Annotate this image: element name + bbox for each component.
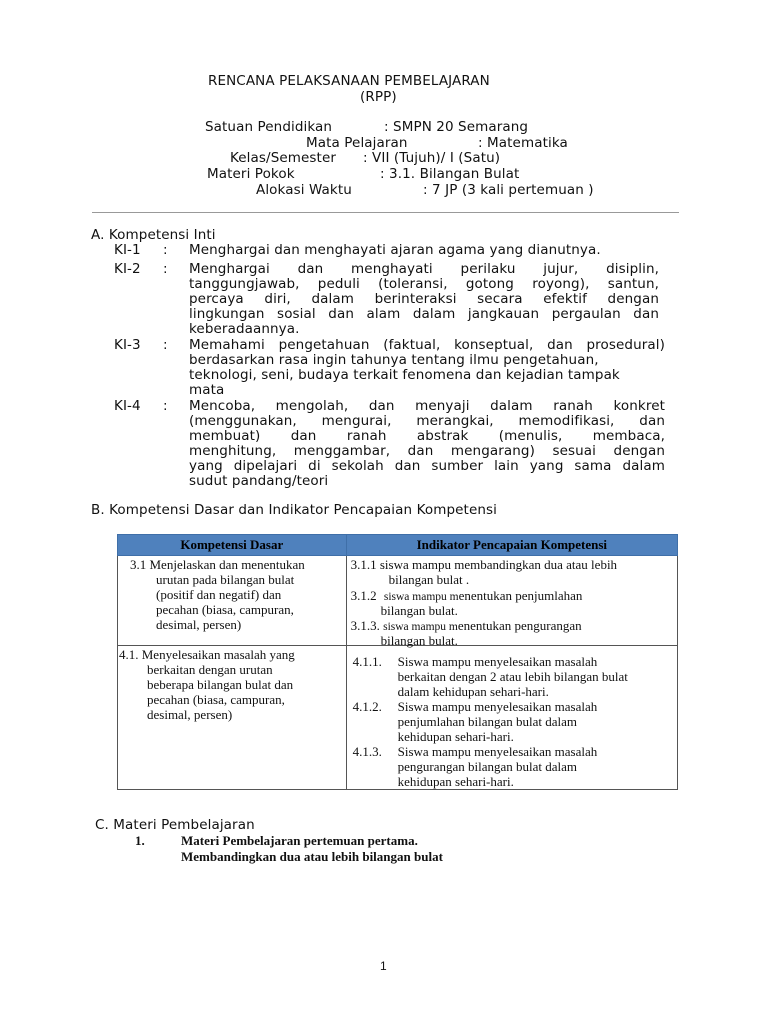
indicator-line: kehidupan sehari-hari.	[397, 774, 514, 789]
ki-colon: :	[163, 398, 168, 414]
indicator-num: 3.1.3.	[350, 618, 380, 633]
ki-text-line: teknologi, seni, budaya terkait fenomena dan kejadian tampak	[189, 367, 620, 383]
indicator-line: bilangan bulat.	[380, 603, 458, 618]
alokasi-label: Alokasi Waktu	[256, 182, 352, 198]
alokasi-value: : 7 JP (3 kali pertemuan )	[423, 182, 594, 198]
ki-text-line: mata	[189, 382, 225, 398]
materi-label: Materi Pokok	[207, 166, 295, 182]
indicator-cell-4-1	[346, 646, 677, 790]
table-row	[118, 556, 678, 646]
indicator-num: 3.1.2	[350, 588, 377, 603]
ki-colon: :	[163, 261, 168, 277]
indicator-line: dalam kehidupan sehari-hari.	[397, 684, 549, 699]
indicator-line	[351, 588, 583, 604]
indicator-cell-3-1	[346, 556, 677, 646]
ki-text-line: lingkungan sosial dan alam dalam jangkauan pergaulan dan	[189, 306, 659, 322]
ki-text-line: sudut pandang/teori	[189, 473, 329, 489]
kd-line: beberapa bilangan bulat dan	[147, 677, 294, 692]
indicator-text: enentukan penjumlahan	[458, 588, 583, 603]
ki-text-line: Mencoba, mengolah, dan menyaji dalam ranah konkret	[189, 398, 665, 414]
kelas-label: Kelas/Semester	[230, 150, 337, 166]
table-row	[118, 646, 678, 790]
indicator-line: bilangan bulat .	[388, 572, 470, 587]
ki-colon: :	[163, 337, 168, 353]
materi-value: : 3.1. Bilangan Bulat	[380, 166, 520, 182]
ki-code: KI-1	[114, 242, 141, 258]
ki-text-line: berdasarkan rasa ingin tahunya tentang ilmu pengetahuan,	[189, 352, 599, 368]
page-number: 1	[380, 959, 387, 973]
indicator-text: enentukan pengurangan	[457, 618, 582, 633]
indicator-num: 4.1.3.	[352, 744, 382, 759]
indicator-line: Siswa mampu menyelesaikan masalah	[397, 699, 598, 714]
ki-colon: :	[163, 242, 168, 258]
kd-line: urutan pada bilangan bulat	[156, 572, 295, 587]
ki-code: KI-4	[114, 398, 141, 414]
header-divider	[92, 212, 679, 213]
indicator-text-small: siswa mampu m	[383, 621, 458, 633]
satuan-label: Satuan Pendidikan	[205, 119, 333, 135]
section-b-heading: B. Kompetensi Dasar dan Indikator Pencapaian Kompetensi	[91, 502, 497, 518]
ki-text-line: (menggunakan, mengurai, merangkai, memodifikasi, dan	[189, 413, 665, 429]
doc-title: RENCANA PELAKSANAAN PEMBELAJARAN	[208, 73, 490, 89]
ki-text-line: percaya diri, dalam berinteraksi secara efektif dengan	[189, 291, 659, 307]
indicator-text-small: siswa mampu m	[383, 591, 459, 603]
table-header-kd: Kompetensi Dasar	[118, 535, 347, 556]
kd-line: berkaitan dengan urutan	[147, 662, 273, 677]
ki-text-line: keberadaannya.	[189, 321, 300, 337]
ki-text-line: tanggungjawab, peduli (toleransi, gotong royong), santun,	[189, 276, 659, 292]
indicator-line: kehidupan sehari-hari.	[397, 729, 514, 744]
indicator-line: berkaitan dengan 2 atau lebih bilangan bulat	[397, 669, 628, 684]
kd-line: pecahan (biasa, campuran,	[147, 692, 285, 707]
mapel-label: Mata Pelajaran	[306, 135, 408, 151]
section-c-heading: C. Materi Pembelajaran	[95, 817, 255, 833]
kd-line: 4.1. Menyelesaikan masalah yang	[119, 647, 295, 662]
indicator-line: 3.1.1 siswa mampu membandingkan dua atau lebih	[350, 557, 618, 572]
kd-line: 3.1 Menjelaskan dan menentukan	[130, 557, 305, 572]
ki-text-line: yang dipelajari di sekolah dan sumber lain yang sama dalam	[189, 458, 665, 474]
mapel-value: : Matematika	[478, 135, 568, 151]
kd-cell-3-1	[118, 556, 347, 646]
indicator-line: Siswa mampu menyelesaikan masalah	[397, 744, 598, 759]
kd-line: (positif dan negatif) dan	[156, 587, 282, 602]
indicator-num: 4.1.1.	[352, 654, 382, 669]
kd-line: desimal, persen)	[156, 617, 242, 632]
indicator-line: Siswa mampu menyelesaikan masalah	[397, 654, 598, 669]
indicator-line: pengurangan bilangan bulat dalam	[397, 759, 578, 774]
kd-table	[117, 534, 678, 790]
materi-item-title: Materi Pembelajaran pertemuan pertama.	[181, 833, 418, 848]
indicator-line: bilangan bulat.	[380, 633, 458, 648]
indicator-num: 4.1.2.	[352, 699, 382, 714]
ki-code: KI-3	[114, 337, 141, 353]
table-header-indicator: Indikator Pencapaian Kompetensi	[346, 535, 677, 556]
ki-text-line: Memahami pengetahuan (faktual, konseptual, dan prosedural)	[189, 337, 665, 353]
materi-item-subtitle: Membandingkan dua atau lebih bilangan bulat	[181, 849, 443, 864]
ki-text-line: menghitung, menggambar, dan mengarang) sesuai dengan	[189, 443, 665, 459]
materi-item-number: 1.	[135, 833, 145, 848]
ki-text-line: membuat) dan ranah abstrak (menulis, membaca,	[189, 428, 665, 444]
kelas-value: : VII (Tujuh)/ I (Satu)	[363, 150, 501, 166]
ki-text-line: Menghargai dan menghayati ajaran agama yang dianutnya.	[189, 242, 601, 258]
doc-subtitle: (RPP)	[360, 89, 397, 105]
kd-line: desimal, persen)	[147, 707, 233, 722]
kd-line: pecahan (biasa, campuran,	[156, 602, 294, 617]
indicator-line: penjumlahan bilangan bulat dalam	[397, 714, 578, 729]
kd-cell-4-1	[118, 646, 347, 790]
ki-code: KI-2	[114, 261, 141, 277]
ki-text-line: Menghargai dan menghayati perilaku jujur, disiplin,	[189, 261, 659, 277]
satuan-value: : SMPN 20 Semarang	[384, 119, 529, 135]
section-a-heading: A. Kompetensi Inti	[91, 227, 216, 243]
indicator-line	[351, 618, 582, 634]
